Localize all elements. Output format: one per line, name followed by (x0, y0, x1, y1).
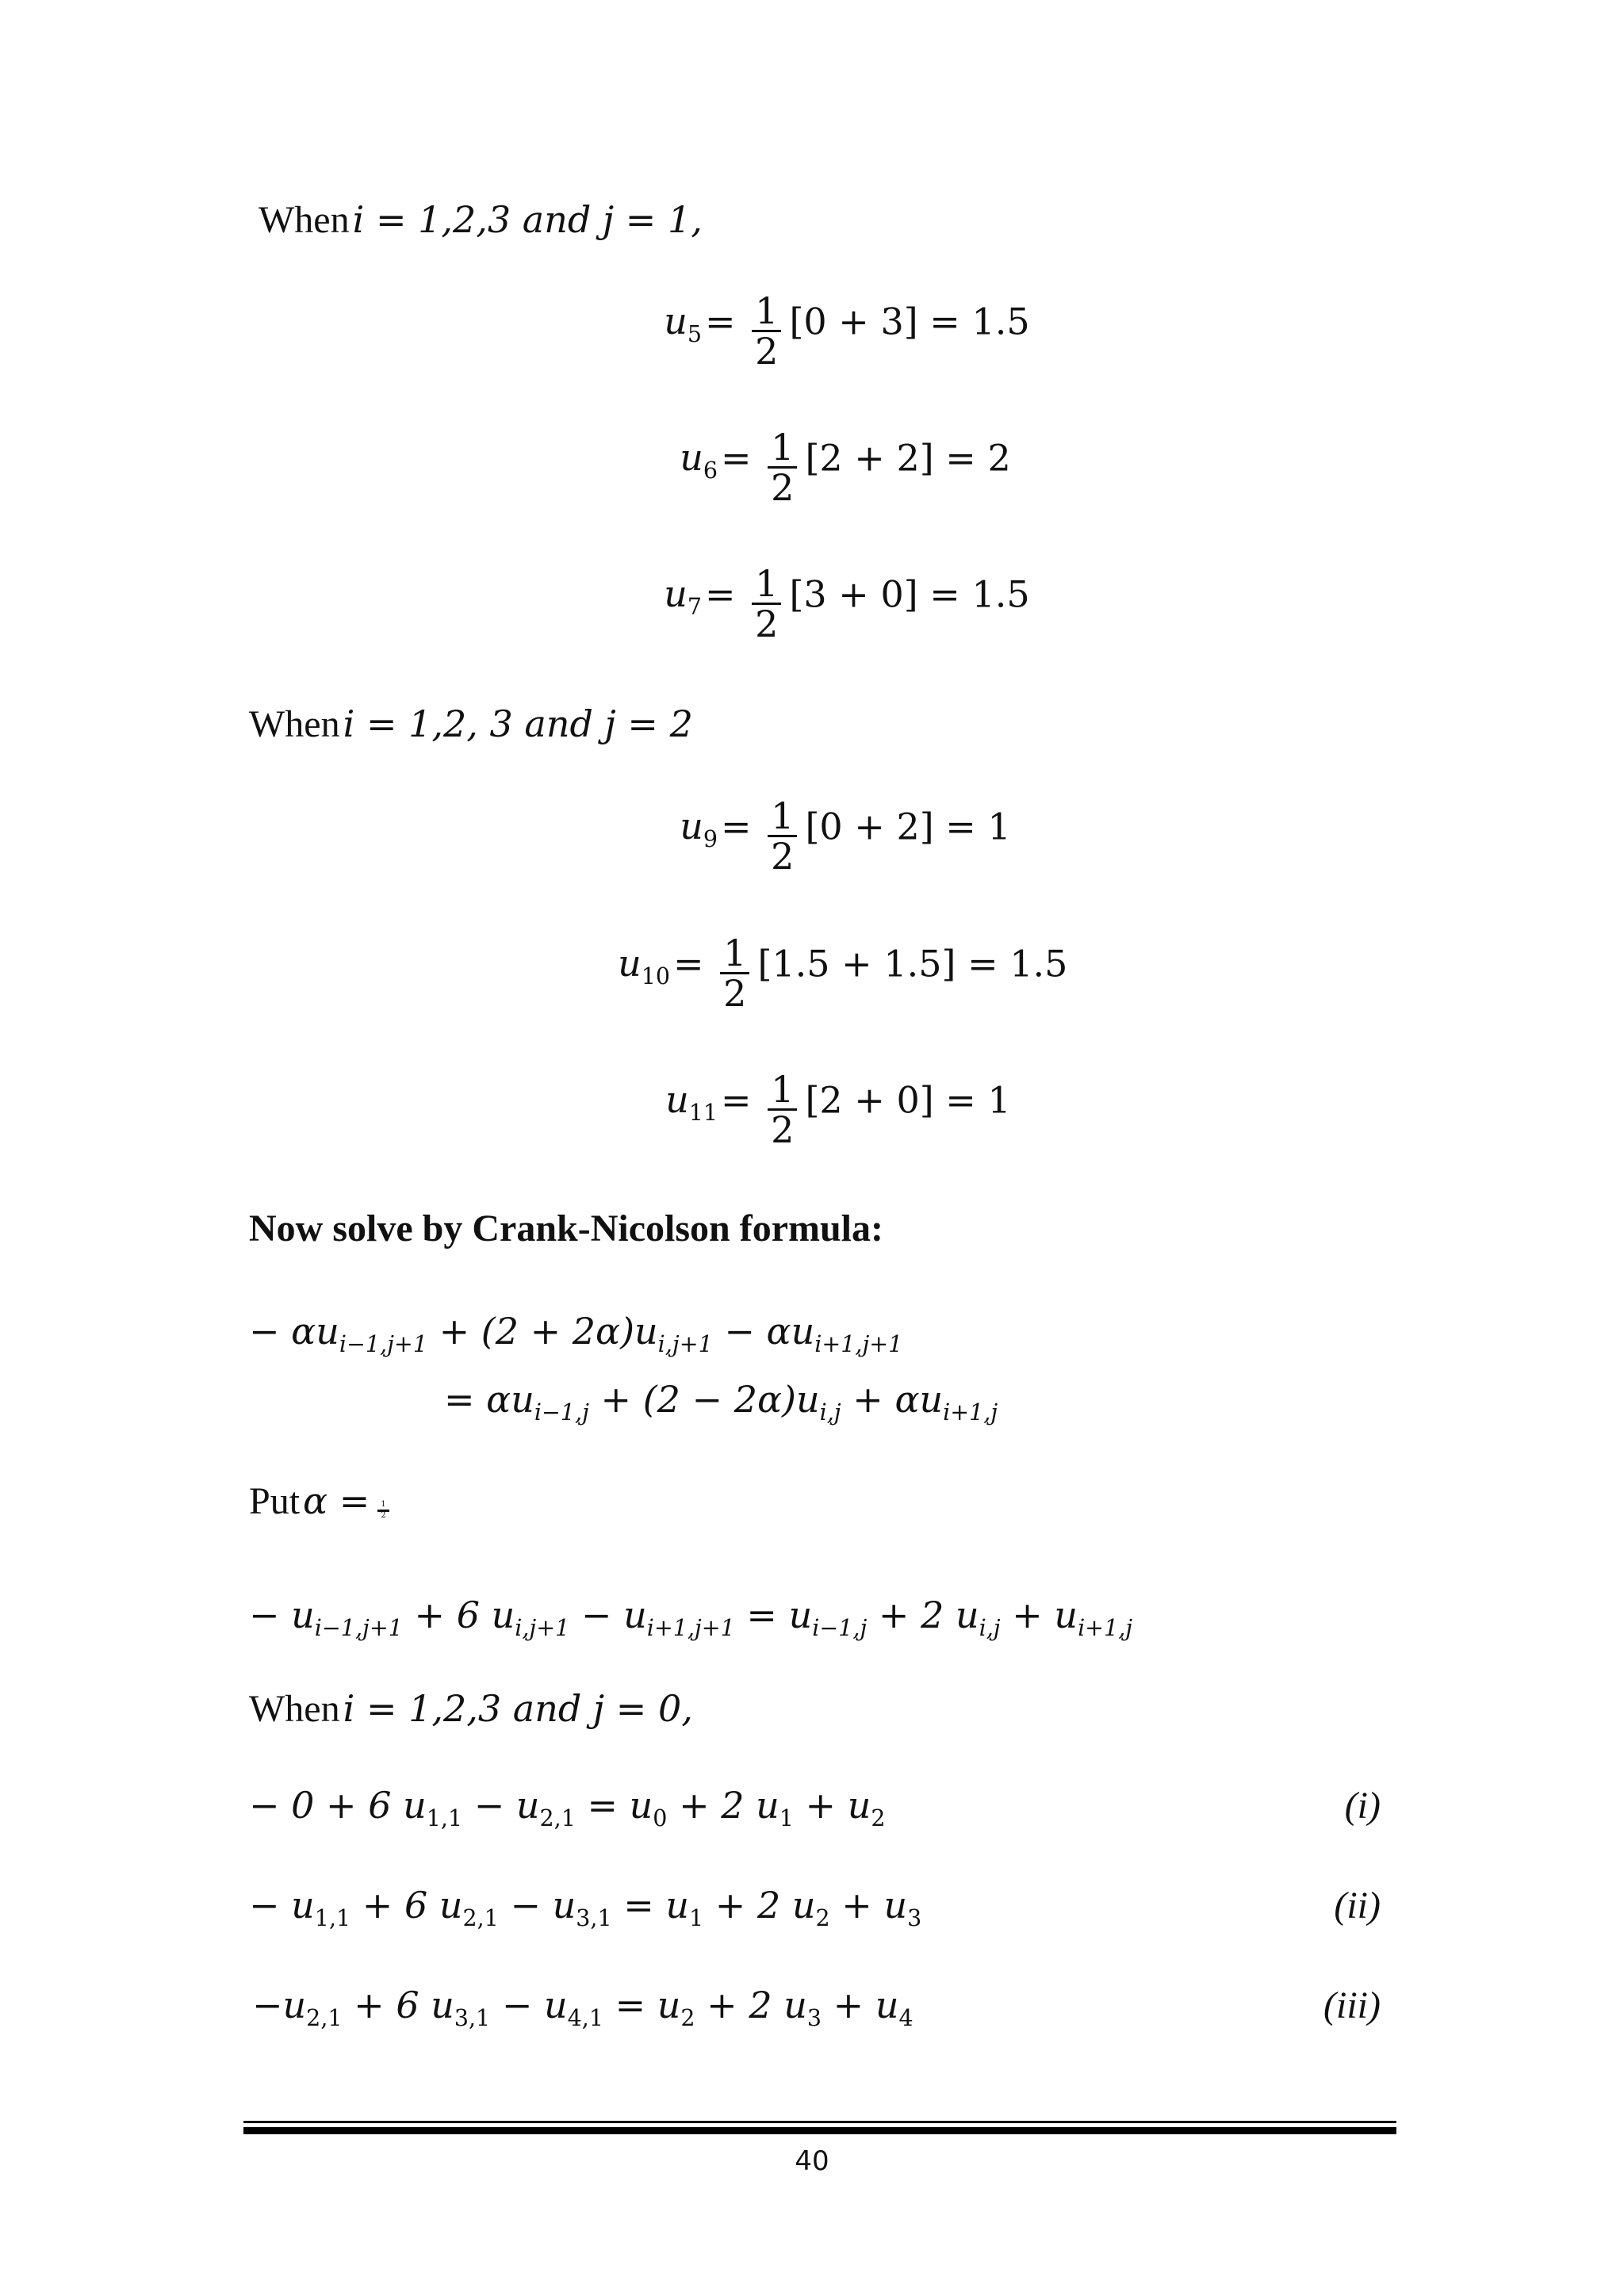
intro-line-1: When i = 1,2,3 and j = 1, (259, 198, 703, 241)
put-alpha-line: Put α = $\frac{1}{2}$ (249, 1479, 394, 1523)
cn-formula-line-1: − $\alpha u_{i-1,j+1} + (2 + 2\alpha)u_{i,j+1} - \alpha u_{i+1,j+1}$ (249, 1310, 903, 1357)
equation-u10: $u_{10}$ = $\frac{1}{2}$ [1.5 + 1.5] = 1.5 (618, 932, 1068, 1016)
system-equation-i: − 0 + 6 $u_{1,1} - u_{2,1} = u_0 + 2$ $u_1 + u_2$ (249, 1784, 886, 1831)
equation-u7: $u_7$ = $\frac{1}{2}$ [3 + 0] = 1.5 (664, 562, 1030, 646)
page-number: 40 (795, 2145, 829, 2177)
system-equation-ii: − $u_{1,1} + 6$ $u_{2,1} - u_{3,1} = u_1 + 2$ $u_2 + u_3$ (249, 1884, 922, 1931)
reduced-equation: − $u_{i-1,j+1} + 6$ $u_{i,j+1} - u_{i+1,j+1} = u_{i-1,j} + 2$ $u_{i,j} + u_{i+1,j}$ (249, 1594, 1133, 1641)
footer-rule-thick (243, 2127, 1396, 2134)
system-equation-iii: $-u_{2,1} + 6$ $u_{3,1} - u_{4,1} = u_2 + 2$ $u_3 + u_4$ (252, 1984, 914, 2031)
equation-u11: $u_{11}$ = $\frac{1}{2}$ [2 + 0] = 1 (665, 1068, 1011, 1152)
footer-rule-thin (243, 2121, 1396, 2123)
equation-tag-ii: (ii) (1334, 1885, 1381, 1927)
intro-line-2: When i = 1,2, 3 and j = 2 (249, 702, 693, 745)
equation-u6: $u_6$ = $\frac{1}{2}$ [2 + 2] = 2 (680, 426, 1011, 510)
section-heading: Now solve by Crank-Nicolson formula: (249, 1207, 883, 1249)
intro-line-3: When i = 1,2,3 and j = 0, (249, 1687, 693, 1730)
equation-tag-i: (i) (1344, 1785, 1381, 1827)
equation-u5: $u_5$ = $\frac{1}{2}$ [0 + 3] = 1.5 (664, 289, 1030, 373)
equation-tag-iii: (iii) (1323, 1984, 1381, 2026)
equation-u9: $u_9$ = $\frac{1}{2}$ [0 + 2] = 1 (680, 794, 1011, 878)
cn-formula-line-2: = $\alpha u_{i-1,j} + (2 - 2\alpha)u_{i,j} + \alpha u_{i+1,j}$ (444, 1378, 998, 1425)
